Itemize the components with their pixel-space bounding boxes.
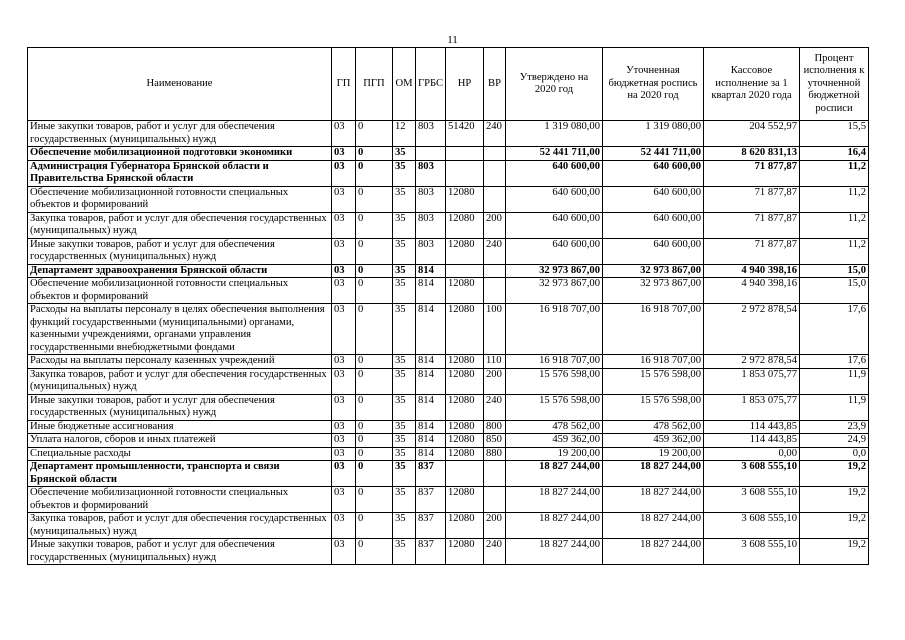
cell-om: 35 xyxy=(393,420,416,434)
cell-grbs: 814 xyxy=(416,394,446,420)
cell-grbs: 814 xyxy=(416,304,446,355)
cell-cash: 1 853 075,77 xyxy=(704,368,800,394)
cell-gp: 03 xyxy=(332,160,356,186)
cell-grbs: 803 xyxy=(416,160,446,186)
cell-vr: 240 xyxy=(484,394,506,420)
cell-approved: 18 827 244,00 xyxy=(506,513,603,539)
cell-name: Администрация Губернатора Брянской области и Правительства Брянской области xyxy=(28,160,332,186)
cell-vr xyxy=(484,160,506,186)
cell-nr: 12080 xyxy=(446,420,484,434)
cell-name: Обеспечение мобилизационной подготовки экономики xyxy=(28,147,332,161)
cell-gp: 03 xyxy=(332,304,356,355)
cell-vr xyxy=(484,278,506,304)
cell-cash: 3 608 555,10 xyxy=(704,539,800,565)
cell-cash: 4 940 398,16 xyxy=(704,278,800,304)
cell-vr: 800 xyxy=(484,420,506,434)
cell-nr: 12080 xyxy=(446,212,484,238)
cell-approved: 18 827 244,00 xyxy=(506,487,603,513)
cell-percent: 19,2 xyxy=(800,539,869,565)
header-name: Наименование xyxy=(28,48,332,121)
cell-om: 35 xyxy=(393,487,416,513)
cell-percent: 15,0 xyxy=(800,264,869,278)
cell-nr: 12080 xyxy=(446,186,484,212)
cell-revised: 640 600,00 xyxy=(603,212,704,238)
cell-revised: 32 973 867,00 xyxy=(603,278,704,304)
cell-gp: 03 xyxy=(332,355,356,369)
cell-grbs: 814 xyxy=(416,355,446,369)
cell-percent: 15,5 xyxy=(800,121,869,147)
cell-approved: 32 973 867,00 xyxy=(506,278,603,304)
cell-name: Иные закупки товаров, работ и услуг для обеспечения государственных (муниципальных) нужд xyxy=(28,121,332,147)
cell-pgp: 0 xyxy=(356,539,393,565)
cell-name: Департамент промышленности, транспорта и связи Брянской области xyxy=(28,461,332,487)
cell-grbs: 803 xyxy=(416,186,446,212)
cell-name: Иные закупки товаров, работ и услуг для обеспечения государственных (муниципальных) нужд xyxy=(28,539,332,565)
cell-om: 35 xyxy=(393,238,416,264)
cell-approved: 18 827 244,00 xyxy=(506,461,603,487)
cell-percent: 17,6 xyxy=(800,304,869,355)
cell-cash: 114 443,85 xyxy=(704,434,800,448)
cell-pgp: 0 xyxy=(356,513,393,539)
cell-nr: 12080 xyxy=(446,304,484,355)
table-row xyxy=(28,304,869,355)
header-gp: ГП xyxy=(332,48,356,121)
cell-percent: 11,9 xyxy=(800,394,869,420)
cell-om: 35 xyxy=(393,147,416,161)
cell-om: 35 xyxy=(393,434,416,448)
cell-om: 35 xyxy=(393,212,416,238)
cell-vr: 200 xyxy=(484,368,506,394)
table-row xyxy=(28,212,869,238)
cell-gp: 03 xyxy=(332,447,356,461)
table-header-row xyxy=(28,48,869,121)
cell-approved: 640 600,00 xyxy=(506,238,603,264)
cell-revised: 18 827 244,00 xyxy=(603,513,704,539)
cell-nr xyxy=(446,264,484,278)
cell-pgp: 0 xyxy=(356,368,393,394)
cell-name: Иные закупки товаров, работ и услуг для обеспечения государственных (муниципальных) нужд xyxy=(28,238,332,264)
cell-pgp: 0 xyxy=(356,186,393,212)
cell-revised: 18 827 244,00 xyxy=(603,487,704,513)
cell-om: 35 xyxy=(393,355,416,369)
cell-percent: 23,9 xyxy=(800,420,869,434)
table-row xyxy=(28,355,869,369)
cell-pgp: 0 xyxy=(356,264,393,278)
cell-percent: 17,6 xyxy=(800,355,869,369)
cell-nr: 12080 xyxy=(446,355,484,369)
cell-vr: 240 xyxy=(484,238,506,264)
cell-approved: 640 600,00 xyxy=(506,212,603,238)
cell-name: Расходы на выплаты персоналу казенных учреждений xyxy=(28,355,332,369)
table-row xyxy=(28,434,869,448)
cell-approved: 15 576 598,00 xyxy=(506,368,603,394)
cell-gp: 03 xyxy=(332,539,356,565)
cell-grbs: 814 xyxy=(416,420,446,434)
cell-vr xyxy=(484,147,506,161)
cell-om: 35 xyxy=(393,513,416,539)
cell-percent: 16,4 xyxy=(800,147,869,161)
table-row xyxy=(28,278,869,304)
table-row xyxy=(28,513,869,539)
cell-cash: 3 608 555,10 xyxy=(704,513,800,539)
cell-gp: 03 xyxy=(332,278,356,304)
cell-cash: 71 877,87 xyxy=(704,160,800,186)
cell-percent: 11,2 xyxy=(800,160,869,186)
cell-percent: 11,2 xyxy=(800,186,869,212)
cell-percent: 19,2 xyxy=(800,461,869,487)
cell-cash: 8 620 831,13 xyxy=(704,147,800,161)
cell-grbs: 837 xyxy=(416,461,446,487)
cell-pgp: 0 xyxy=(356,420,393,434)
cell-name: Расходы на выплаты персоналу в целях обеспечения выполнения функций государственными (муниципальными) органами, казенными учреждениями, органами управления государственными внебюджетными фондами xyxy=(28,304,332,355)
cell-revised: 19 200,00 xyxy=(603,447,704,461)
cell-grbs: 814 xyxy=(416,264,446,278)
cell-name: Закупка товаров, работ и услуг для обеспечения государственных (муниципальных) нужд xyxy=(28,368,332,394)
cell-percent: 11,2 xyxy=(800,238,869,264)
header-om: ОМ xyxy=(393,48,416,121)
header-approved: Утверждено на 2020 год xyxy=(506,48,603,121)
cell-revised: 32 973 867,00 xyxy=(603,264,704,278)
table-row xyxy=(28,160,869,186)
cell-revised: 1 319 080,00 xyxy=(603,121,704,147)
cell-pgp: 0 xyxy=(356,355,393,369)
cell-revised: 18 827 244,00 xyxy=(603,539,704,565)
cell-revised: 640 600,00 xyxy=(603,186,704,212)
cell-cash: 71 877,87 xyxy=(704,212,800,238)
cell-vr: 240 xyxy=(484,121,506,147)
cell-percent: 11,2 xyxy=(800,212,869,238)
cell-gp: 03 xyxy=(332,394,356,420)
table-row xyxy=(28,238,869,264)
table-row xyxy=(28,461,869,487)
cell-nr: 12080 xyxy=(446,539,484,565)
cell-nr xyxy=(446,160,484,186)
cell-gp: 03 xyxy=(332,487,356,513)
header-grbs: ГРБС xyxy=(416,48,446,121)
cell-cash: 4 940 398,16 xyxy=(704,264,800,278)
cell-name: Закупка товаров, работ и услуг для обеспечения государственных (муниципальных) нужд xyxy=(28,513,332,539)
cell-approved: 18 827 244,00 xyxy=(506,539,603,565)
cell-revised: 18 827 244,00 xyxy=(603,461,704,487)
cell-nr: 12080 xyxy=(446,447,484,461)
cell-om: 35 xyxy=(393,461,416,487)
cell-gp: 03 xyxy=(332,212,356,238)
cell-cash: 114 443,85 xyxy=(704,420,800,434)
cell-gp: 03 xyxy=(332,461,356,487)
header-percent: Процент исполнения к уточненной бюджетной росписи xyxy=(800,48,869,121)
cell-vr: 100 xyxy=(484,304,506,355)
cell-grbs xyxy=(416,147,446,161)
header-revised: Уточненная бюджетная роспись на 2020 год xyxy=(603,48,704,121)
cell-name: Иные бюджетные ассигнования xyxy=(28,420,332,434)
table-row xyxy=(28,368,869,394)
cell-name: Обеспечение мобилизационной готовности специальных объектов и формирований xyxy=(28,487,332,513)
table-row xyxy=(28,539,869,565)
cell-om: 35 xyxy=(393,304,416,355)
cell-gp: 03 xyxy=(332,238,356,264)
cell-gp: 03 xyxy=(332,147,356,161)
cell-pgp: 0 xyxy=(356,238,393,264)
cell-name: Иные закупки товаров, работ и услуг для обеспечения государственных (муниципальных) нужд xyxy=(28,394,332,420)
cell-gp: 03 xyxy=(332,264,356,278)
cell-revised: 15 576 598,00 xyxy=(603,368,704,394)
cell-approved: 640 600,00 xyxy=(506,186,603,212)
cell-cash: 0,00 xyxy=(704,447,800,461)
table-row xyxy=(28,121,869,147)
cell-gp: 03 xyxy=(332,420,356,434)
cell-approved: 478 562,00 xyxy=(506,420,603,434)
page-number: 11 xyxy=(447,34,458,46)
cell-om: 12 xyxy=(393,121,416,147)
cell-grbs: 837 xyxy=(416,539,446,565)
cell-gp: 03 xyxy=(332,368,356,394)
cell-nr: 12080 xyxy=(446,238,484,264)
cell-cash: 3 608 555,10 xyxy=(704,461,800,487)
budget-execution-table xyxy=(27,47,869,565)
cell-pgp: 0 xyxy=(356,212,393,238)
cell-om: 35 xyxy=(393,368,416,394)
cell-revised: 640 600,00 xyxy=(603,160,704,186)
cell-revised: 16 918 707,00 xyxy=(603,355,704,369)
cell-percent: 0,0 xyxy=(800,447,869,461)
cell-name: Обеспечение мобилизационной готовности специальных объектов и формирований xyxy=(28,278,332,304)
cell-vr: 200 xyxy=(484,513,506,539)
cell-grbs: 837 xyxy=(416,487,446,513)
cell-percent: 24,9 xyxy=(800,434,869,448)
cell-revised: 478 562,00 xyxy=(603,420,704,434)
cell-grbs: 814 xyxy=(416,368,446,394)
cell-gp: 03 xyxy=(332,434,356,448)
cell-nr: 12080 xyxy=(446,434,484,448)
cell-pgp: 0 xyxy=(356,434,393,448)
cell-nr: 51420 xyxy=(446,121,484,147)
cell-vr: 110 xyxy=(484,355,506,369)
cell-revised: 640 600,00 xyxy=(603,238,704,264)
cell-nr xyxy=(446,461,484,487)
cell-grbs: 814 xyxy=(416,278,446,304)
cell-cash: 2 972 878,54 xyxy=(704,304,800,355)
cell-pgp: 0 xyxy=(356,147,393,161)
cell-nr: 12080 xyxy=(446,394,484,420)
cell-pgp: 0 xyxy=(356,121,393,147)
cell-pgp: 0 xyxy=(356,487,393,513)
cell-vr xyxy=(484,186,506,212)
cell-nr: 12080 xyxy=(446,487,484,513)
cell-percent: 19,2 xyxy=(800,513,869,539)
cell-grbs: 814 xyxy=(416,447,446,461)
cell-cash: 204 552,97 xyxy=(704,121,800,147)
cell-vr: 240 xyxy=(484,539,506,565)
cell-pgp: 0 xyxy=(356,461,393,487)
cell-approved: 640 600,00 xyxy=(506,160,603,186)
cell-vr xyxy=(484,461,506,487)
cell-pgp: 0 xyxy=(356,394,393,420)
cell-om: 35 xyxy=(393,394,416,420)
cell-revised: 52 441 711,00 xyxy=(603,147,704,161)
cell-revised: 459 362,00 xyxy=(603,434,704,448)
cell-percent: 11,9 xyxy=(800,368,869,394)
cell-cash: 71 877,87 xyxy=(704,186,800,212)
cell-gp: 03 xyxy=(332,186,356,212)
header-pgp: ПГП xyxy=(356,48,393,121)
cell-approved: 19 200,00 xyxy=(506,447,603,461)
cell-name: Уплата налогов, сборов и иных платежей xyxy=(28,434,332,448)
cell-nr: 12080 xyxy=(446,278,484,304)
cell-grbs: 803 xyxy=(416,121,446,147)
cell-approved: 16 918 707,00 xyxy=(506,355,603,369)
table-row xyxy=(28,394,869,420)
table-row xyxy=(28,420,869,434)
cell-approved: 459 362,00 xyxy=(506,434,603,448)
cell-nr: 12080 xyxy=(446,513,484,539)
cell-approved: 16 918 707,00 xyxy=(506,304,603,355)
cell-approved: 15 576 598,00 xyxy=(506,394,603,420)
cell-pgp: 0 xyxy=(356,304,393,355)
cell-vr xyxy=(484,487,506,513)
header-nr: НР xyxy=(446,48,484,121)
table-row xyxy=(28,487,869,513)
cell-pgp: 0 xyxy=(356,447,393,461)
cell-approved: 1 319 080,00 xyxy=(506,121,603,147)
cell-name: Специальные расходы xyxy=(28,447,332,461)
cell-nr xyxy=(446,147,484,161)
table-row xyxy=(28,186,869,212)
cell-pgp: 0 xyxy=(356,160,393,186)
cell-om: 35 xyxy=(393,160,416,186)
cell-name: Закупка товаров, работ и услуг для обеспечения государственных (муниципальных) нужд xyxy=(28,212,332,238)
header-cash: Кассовое исполнение за 1 квартал 2020 года xyxy=(704,48,800,121)
cell-cash: 71 877,87 xyxy=(704,238,800,264)
cell-approved: 52 441 711,00 xyxy=(506,147,603,161)
cell-om: 35 xyxy=(393,278,416,304)
cell-vr: 880 xyxy=(484,447,506,461)
cell-pgp: 0 xyxy=(356,278,393,304)
table-row xyxy=(28,447,869,461)
cell-vr xyxy=(484,264,506,278)
table-body xyxy=(28,121,869,565)
cell-vr: 200 xyxy=(484,212,506,238)
cell-gp: 03 xyxy=(332,121,356,147)
cell-percent: 19,2 xyxy=(800,487,869,513)
table-row xyxy=(28,264,869,278)
cell-revised: 16 918 707,00 xyxy=(603,304,704,355)
cell-om: 35 xyxy=(393,264,416,278)
cell-nr: 12080 xyxy=(446,368,484,394)
cell-revised: 15 576 598,00 xyxy=(603,394,704,420)
cell-grbs: 803 xyxy=(416,212,446,238)
cell-gp: 03 xyxy=(332,513,356,539)
cell-om: 35 xyxy=(393,186,416,212)
cell-approved: 32 973 867,00 xyxy=(506,264,603,278)
cell-grbs: 814 xyxy=(416,434,446,448)
cell-name: Обеспечение мобилизационной готовности специальных объектов и формирований xyxy=(28,186,332,212)
cell-percent: 15,0 xyxy=(800,278,869,304)
cell-cash: 1 853 075,77 xyxy=(704,394,800,420)
table-row xyxy=(28,147,869,161)
cell-grbs: 803 xyxy=(416,238,446,264)
cell-cash: 2 972 878,54 xyxy=(704,355,800,369)
cell-om: 35 xyxy=(393,539,416,565)
cell-name: Департамент здравоохранения Брянской области xyxy=(28,264,332,278)
header-vr: ВР xyxy=(484,48,506,121)
cell-grbs: 837 xyxy=(416,513,446,539)
cell-cash: 3 608 555,10 xyxy=(704,487,800,513)
cell-om: 35 xyxy=(393,447,416,461)
cell-vr: 850 xyxy=(484,434,506,448)
